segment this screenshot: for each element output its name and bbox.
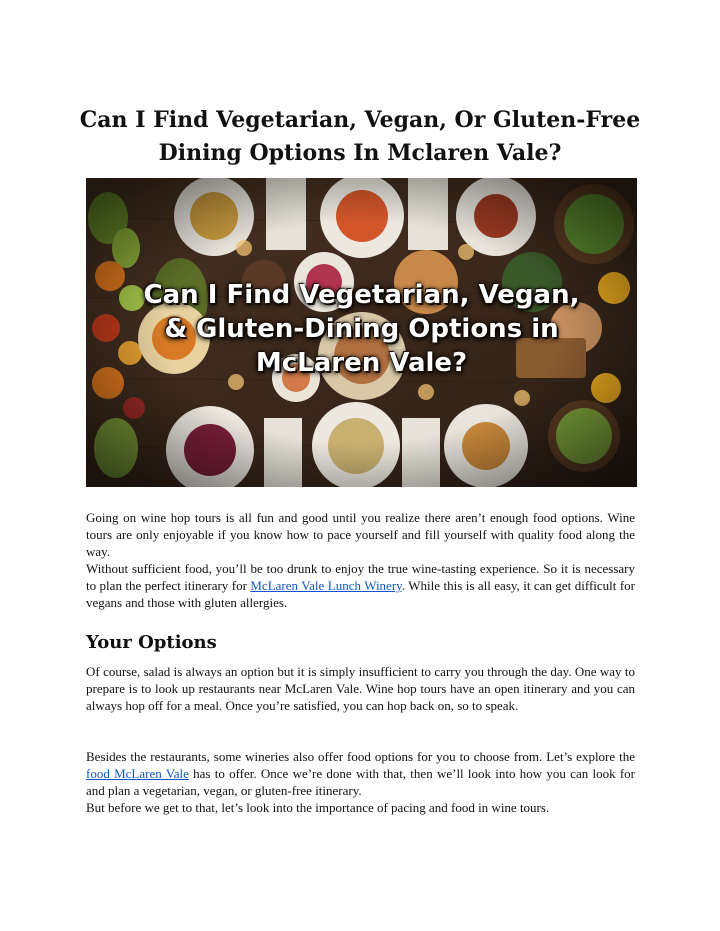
article-title: Can I Find Vegetarian, Vegan, Or Gluten-Free Dining Options In Mclaren Vale?: [79, 107, 641, 166]
intro-paragraph-1: Going on wine hop tours is all fun and good until you realize there aren’t enough food options. Wine tours are only enjoyable if you know how to pace yourself and fill yourself with quality food along the way.: [86, 510, 635, 559]
section-paragraph-3: But before we get to that, let’s look into the importance of pacing and food in wine tours.: [86, 800, 550, 815]
section-paragraph-2: [86, 748, 635, 799]
hero-caption-line: & Gluten-Dining Options in: [164, 314, 559, 344]
mclaren-vale-lunch-winery-link[interactable]: McLaren Vale Lunch Winery: [250, 578, 402, 593]
hero-caption: [86, 278, 637, 380]
food-mclaren-vale-link[interactable]: food McLaren Vale: [86, 766, 189, 781]
hero-caption-line: Can I Find Vegetarian, Vegan,: [143, 280, 580, 310]
text-segment: . While this is all easy, it can get difficult for vegans and those with gluten allergies.: [86, 578, 635, 610]
hero-image: [86, 178, 637, 487]
hero-caption-line: McLaren Vale?: [255, 348, 468, 378]
section-heading: Your Options: [86, 632, 217, 653]
text-segment: Besides the restaurants, some wineries also offer food options for you to choose from. Let’s explore the: [86, 749, 635, 764]
intro-paragraph-2: [86, 560, 635, 611]
section-paragraph-1: Of course, salad is always an option but it is simply insufficient to carry you through the day. One way to prepare is to look up restaurants near McLaren Vale. Wine hop tours have an open itinerary and you can always hop off for a meal. Once you’re satisfied, you can hop back on, so to speak.: [86, 664, 635, 713]
text-segment: has to offer. Once we’re done with that, then we’ll look into how you can look for and plan a vegetarian, vegan, or gluten-free itinerary.: [86, 766, 635, 798]
text-segment: Without sufficient food, you’ll be too drunk to enjoy the true wine-tasting experience. So it is necessary to plan the perfect itinerary for: [86, 561, 635, 593]
